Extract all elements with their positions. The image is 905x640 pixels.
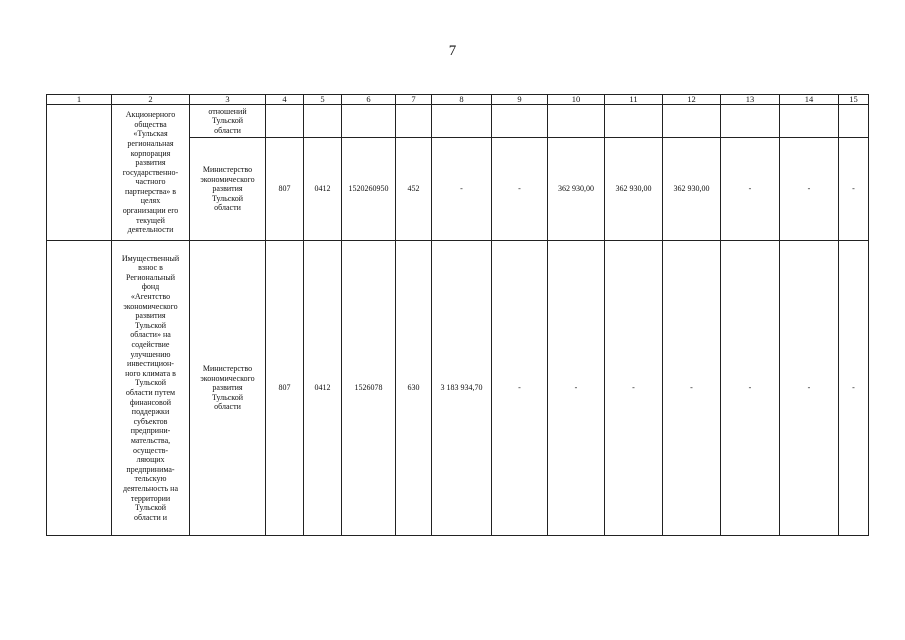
org-lines bbox=[190, 364, 265, 412]
cell-col8: - bbox=[432, 138, 492, 241]
page-number: 7 bbox=[448, 43, 457, 59]
cell-col13 bbox=[721, 105, 780, 138]
cell-col12: - bbox=[663, 241, 721, 536]
text-line: Министерство bbox=[202, 364, 253, 374]
cell-col14 bbox=[780, 105, 839, 138]
budget-table bbox=[46, 94, 869, 536]
table-row bbox=[47, 241, 869, 536]
text-line: ляющих bbox=[136, 455, 165, 465]
cell-col11: - bbox=[605, 241, 663, 536]
text-line: Тульской bbox=[211, 392, 244, 402]
cell-col9: - bbox=[492, 241, 548, 536]
cell-col11 bbox=[605, 105, 663, 138]
cell-col9 bbox=[492, 105, 548, 138]
col-header-11: 11 bbox=[605, 95, 663, 105]
text-line: Акционерного bbox=[125, 110, 176, 120]
cell-col10: 362 930,00 bbox=[548, 138, 605, 241]
text-line: тельскую bbox=[134, 474, 167, 484]
text-line: Тульской bbox=[134, 503, 167, 513]
text-line: экономического bbox=[123, 301, 178, 311]
text-line: «Тульская bbox=[133, 129, 168, 139]
cell-col8 bbox=[432, 105, 492, 138]
cell-col15: - bbox=[839, 138, 869, 241]
text-line: деятельность на bbox=[123, 483, 178, 493]
text-line: частного bbox=[135, 177, 166, 187]
cell-col5: 0412 bbox=[304, 138, 342, 241]
text-line: «Агентство bbox=[130, 292, 171, 302]
org-cell bbox=[190, 241, 266, 536]
cell-col5: 0412 bbox=[304, 241, 342, 536]
text-line: области» на bbox=[130, 330, 171, 340]
text-line: организации его bbox=[122, 206, 179, 216]
org-lines bbox=[190, 107, 265, 136]
text-line: региональная bbox=[127, 138, 174, 148]
cell-col4 bbox=[266, 105, 304, 138]
text-line: деятельности bbox=[127, 225, 174, 235]
text-line: Имущественный bbox=[121, 253, 180, 263]
org-cell-continued bbox=[190, 105, 266, 138]
cell-col6: 1520260950 bbox=[342, 138, 396, 241]
table-row bbox=[47, 105, 869, 138]
text-line: финансовой bbox=[129, 397, 172, 407]
text-line: развития bbox=[135, 158, 166, 168]
cell-col14: - bbox=[780, 241, 839, 536]
cell-col9: - bbox=[492, 138, 548, 241]
cell-col4: 807 bbox=[266, 138, 304, 241]
col-header-3: 3 bbox=[190, 95, 266, 105]
text-line: общества bbox=[134, 119, 167, 129]
cell-col1 bbox=[47, 105, 112, 241]
text-line: Тульской bbox=[211, 193, 244, 203]
col-header-7: 7 bbox=[396, 95, 432, 105]
col-header-2: 2 bbox=[112, 95, 190, 105]
description-cell bbox=[112, 241, 190, 536]
cell-col7 bbox=[396, 105, 432, 138]
cell-col6: 1526078 bbox=[342, 241, 396, 536]
org-lines bbox=[190, 165, 265, 213]
cell-col12: 362 930,00 bbox=[663, 138, 721, 241]
text-line: области bbox=[214, 125, 241, 135]
cell-col4: 807 bbox=[266, 241, 304, 536]
text-line: предпринима- bbox=[126, 464, 175, 474]
description-lines bbox=[112, 254, 189, 523]
text-line: Региональный bbox=[126, 272, 175, 282]
cell-col11: 362 930,00 bbox=[605, 138, 663, 241]
cell-col15: - bbox=[839, 241, 869, 536]
col-header-12: 12 bbox=[663, 95, 721, 105]
col-header-13: 13 bbox=[721, 95, 780, 105]
col-header-9: 9 bbox=[492, 95, 548, 105]
text-line: Тульской bbox=[134, 378, 167, 388]
text-line: фонд bbox=[141, 282, 160, 292]
col-header-5: 5 bbox=[304, 95, 342, 105]
cell-col12 bbox=[663, 105, 721, 138]
text-line: области bbox=[214, 203, 241, 213]
header-row bbox=[47, 95, 869, 105]
text-line: Тульской bbox=[134, 320, 167, 330]
text-line: партнерства» в bbox=[124, 186, 177, 196]
text-line: осуществ- bbox=[132, 445, 169, 455]
text-line: улучшению bbox=[130, 349, 171, 359]
text-line: экономического bbox=[200, 174, 255, 184]
cell-col14: - bbox=[780, 138, 839, 241]
cell-col5 bbox=[304, 105, 342, 138]
col-header-6: 6 bbox=[342, 95, 396, 105]
text-line: содействие bbox=[131, 340, 170, 350]
text-line: корпорация bbox=[130, 148, 171, 158]
text-line: развития bbox=[135, 311, 166, 321]
text-line: отношений bbox=[208, 106, 247, 116]
text-line: Министерство bbox=[202, 165, 253, 175]
text-line: территории bbox=[130, 493, 171, 503]
text-line: области bbox=[214, 402, 241, 412]
text-line: ного климата в bbox=[125, 368, 176, 378]
text-line: мательства, bbox=[130, 435, 171, 445]
text-line: области путем bbox=[125, 388, 176, 397]
text-line: области и bbox=[133, 512, 168, 522]
cell-col15 bbox=[839, 105, 869, 138]
text-line: целях bbox=[140, 196, 161, 206]
cell-col7: 630 bbox=[396, 241, 432, 536]
description-cell bbox=[112, 105, 190, 241]
cell-col13: - bbox=[721, 241, 780, 536]
org-cell bbox=[190, 138, 266, 241]
text-line: взнос в bbox=[138, 263, 163, 273]
cell-col10: - bbox=[548, 241, 605, 536]
cell-col10 bbox=[548, 105, 605, 138]
cell-col13: - bbox=[721, 138, 780, 241]
col-header-1: 1 bbox=[47, 95, 112, 105]
text-line: предприни- bbox=[130, 426, 171, 436]
text-line: инвестицион- bbox=[127, 359, 174, 369]
cell-col1 bbox=[47, 241, 112, 536]
description-lines bbox=[112, 110, 189, 235]
text-line: поддержки bbox=[131, 407, 170, 417]
text-line: Тульской bbox=[211, 116, 244, 126]
cell-col6 bbox=[342, 105, 396, 138]
text-line: субъектов bbox=[133, 416, 168, 426]
text-line: развития bbox=[212, 184, 243, 194]
col-header-4: 4 bbox=[266, 95, 304, 105]
text-line: текущей bbox=[136, 215, 165, 225]
col-header-14: 14 bbox=[780, 95, 839, 105]
text-line: развития bbox=[212, 383, 243, 393]
text-line: государственно- bbox=[122, 167, 179, 177]
col-header-15: 15 bbox=[839, 95, 869, 105]
col-header-8: 8 bbox=[432, 95, 492, 105]
text-line: экономического bbox=[200, 373, 255, 383]
cell-col7: 452 bbox=[396, 138, 432, 241]
col-header-10: 10 bbox=[548, 95, 605, 105]
cell-col8: 3 183 934,70 bbox=[432, 241, 492, 536]
